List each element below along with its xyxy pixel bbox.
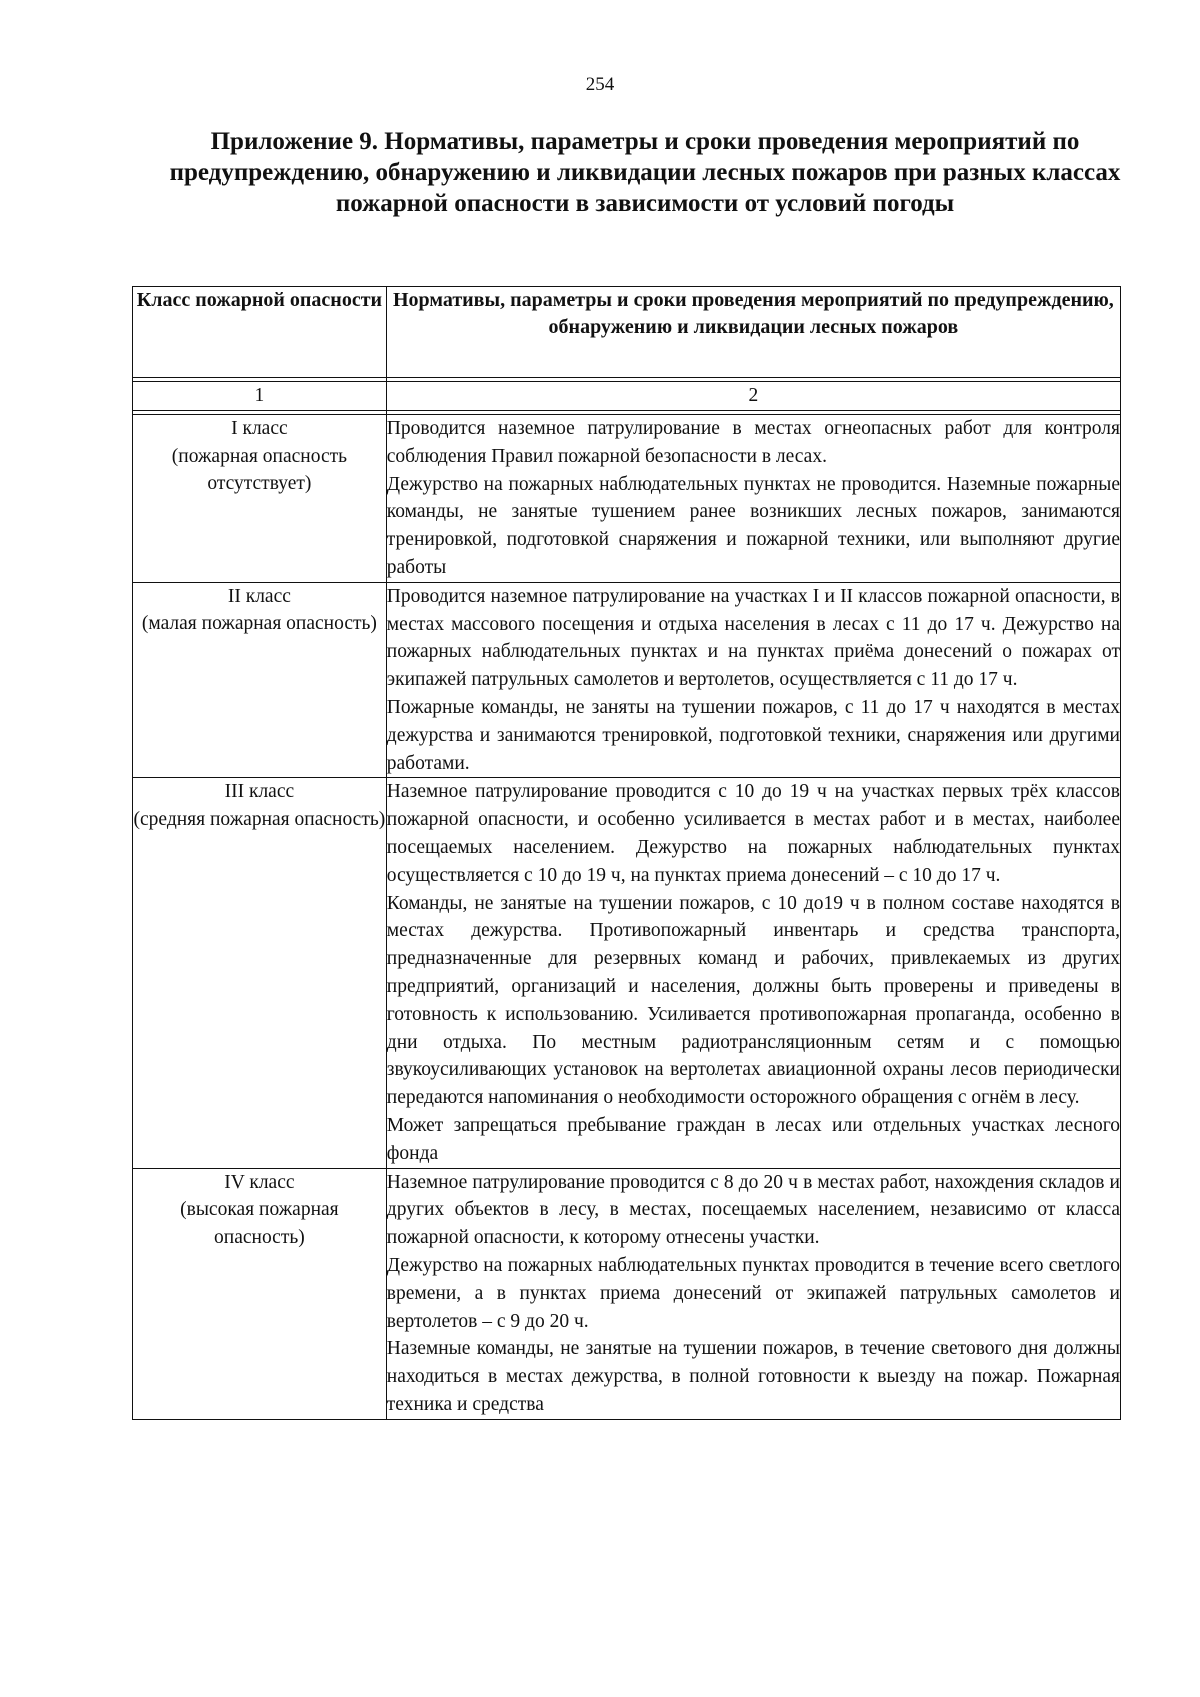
norms-paragraph: Дежурство на пожарных наблюдательных пунктах не проводится. Наземные пожарные команды, не занятые тушением ранее возникших лесных пожаров, занимаются тренировкой, подготовкой снаряжения и пожарной техники, или выполняют другие работы xyxy=(386,473,1120,578)
class-description: (малая пожарная опасность) xyxy=(141,613,377,635)
table-row-class-2 xyxy=(133,582,1121,778)
norms-paragraph: Может запрещаться пребывание граждан в лесах или отдельных участках лесного фонда xyxy=(386,1114,1120,1164)
norms-paragraph: Наземные команды, не занятые на тушении пожаров, в течение светового дня должны находиться в местах дежурства, в полной готовности к выезду на пожар. Пожарная техника и средства xyxy=(386,1338,1120,1415)
class-cell xyxy=(133,582,387,778)
norms-cell xyxy=(386,415,1120,583)
norms-table xyxy=(132,286,1121,1420)
class-cell xyxy=(133,778,387,1168)
page-title: Приложение 9. Нормативы, параметры и сроки проведения мероприятий по предупреждению, обнаружению и ликвидации лесных пожаров при разных классах пожарной опасности в зависимости от условий погоды xyxy=(169,128,1121,217)
norms-paragraph: Пожарные команды, не заняты на тушении пожаров, с 11 до 17 ч находятся в местах дежурства и занимаются тренировкой, подготовкой техники, снаряжения или другими работами. xyxy=(386,696,1120,774)
table-row-class-1 xyxy=(133,415,1121,583)
norms-cell xyxy=(386,1168,1120,1419)
class-name: IV класс xyxy=(224,1171,295,1193)
column-number-1: 1 xyxy=(133,382,387,411)
column-header-norms: Нормативы, параметры и сроки проведения мероприятий по предупреждению, обнаружению и ликвидации лесных пожаров xyxy=(386,287,1120,378)
norms-cell xyxy=(386,778,1120,1168)
class-cell xyxy=(133,415,387,583)
class-description: (средняя пожарная опасность) xyxy=(133,808,386,830)
class-description: (высокая пожарная опасность) xyxy=(180,1199,339,1248)
norms-cell xyxy=(386,582,1120,778)
column-numbers-row xyxy=(133,382,1121,411)
column-number-2: 2 xyxy=(386,382,1120,411)
norms-paragraph: Команды, не занятые на тушении пожаров, с 10 до19 ч в полном составе находятся в местах дежурства. Противопожарный инвентарь и средства транспорта, предназначенные для резервных команд и рабочих, привлекаемых из других предприятий, организаций и населения, должны быть проверены и приведены в готовность к использованию. Усиливается противопожарная пропаганда, особенно в дни отдыха. По местным радиотрансляционным сетям и с помощью звукоусиливающих установок на вертолетах авиационной охраны лесов периодически передаются напоминания о необходимости осторожного обращения с огнём в лесу. xyxy=(386,892,1120,1109)
page-number: 254 xyxy=(585,74,615,95)
norms-paragraph: Проводится наземное патрулирование в местах огнеопасных работ для контроля соблюдения Правил пожарной безопасности в лесах. xyxy=(386,418,1120,467)
column-header-class: Класс пожарной опасности xyxy=(133,287,387,378)
table-row-class-3 xyxy=(133,778,1121,1168)
class-name: II класс xyxy=(227,585,291,607)
table-header-row xyxy=(133,287,1121,378)
class-description: (пожарная опасность отсутствует) xyxy=(171,445,348,494)
norms-paragraph: Проводится наземное патрулирование на участках I и II классов пожарной опасности, в местах массового посещения и отдыха населения в лесах с 11 до 17 ч. Дежурство на пожарных наблюдательных пунктах и на пунктах приёма донесений о пожарах от экипажей патрульных самолетов и вертолетов, осуществляется с 11 до 17 ч. xyxy=(386,585,1120,691)
norms-paragraph: Наземное патрулирование проводится с 8 до 20 ч в местах работ, нахождения складов и других объектов в лесу, в местах, посещаемых населением, независимо от класса пожарной опасности, к которому отнесены участки. xyxy=(386,1171,1120,1249)
class-name: I класс xyxy=(231,418,288,439)
table-row-class-4 xyxy=(133,1168,1121,1419)
norms-paragraph: Наземное патрулирование проводится с 10 до 19 ч на участках первых трёх классов пожарной опасности, и особенно усиливается в местах работ и в местах, наиболее посещаемых населением. Дежурство на пожарных наблюдательных пунктах осуществляется с 10 до 19 ч, на пунктах приема донесений – с 10 до 17 ч. xyxy=(386,781,1120,886)
norms-paragraph: Дежурство на пожарных наблюдательных пунктах проводится в течение всего светлого времени, а в пунктах приема донесений от экипажей патрульных самолетов и вертолетов – с 9 до 20 ч. xyxy=(386,1254,1120,1332)
class-name: III класс xyxy=(224,781,295,803)
class-cell xyxy=(133,1168,387,1419)
